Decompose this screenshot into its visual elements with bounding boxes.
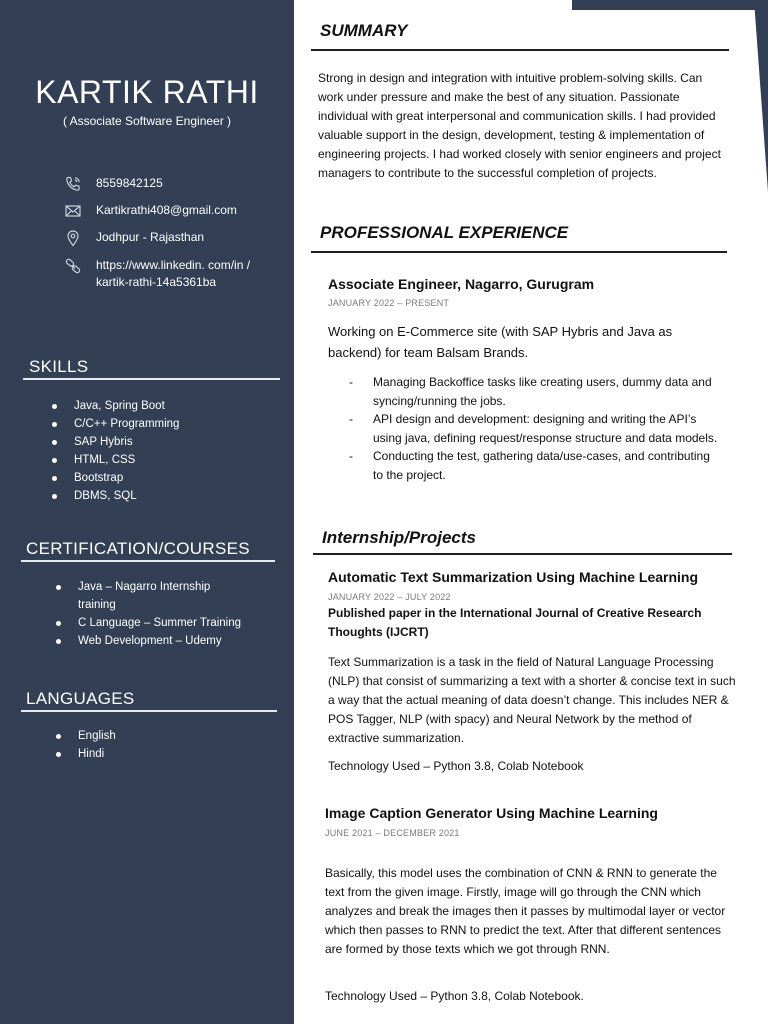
map-pin-icon — [64, 229, 82, 247]
skill-item: DBMS, SQL — [52, 487, 179, 505]
linkedin-url[interactable]: https://www.linkedin. com/in /kartik-rathi-14a5361ba — [96, 258, 251, 289]
skill-item: SAP Hybris — [52, 433, 179, 451]
project-description: Basically, this model uses the combination of CNN & RNN to generate the text from the given image. Firstly, image will go through the CNN which analyzes and break the images then it passes by multimodal layer or vector which then passes to RNN to predict the text. After that different sentences are formed by those texts which we got through RNN. — [325, 866, 726, 956]
certification-item: C Language – Summer Training — [56, 614, 246, 632]
phone-icon — [64, 175, 82, 193]
experience-divider — [311, 251, 727, 253]
project-date: JANUARY 2022 – JULY 2022 — [328, 592, 451, 602]
project-tech: Technology Used – Python 3.8, Colab Notebook. — [325, 989, 584, 1003]
job-title: Associate Engineer, Nagarro, Gurugram — [328, 276, 595, 292]
project-tech: Technology Used – Python 3.8, Colab Notebook — [328, 759, 584, 773]
skills-heading: SKILLS — [29, 357, 89, 376]
project-title: Automatic Text Summarization Using Machine Learning — [328, 569, 699, 585]
project-description: Text Summarization is a task in the field of Natural Language Processing (NLP) that consist of summarizing a text with a shorter & concise text in such a way that the actual meaning of data doesn’t change. This includes NER & POS Tagger, NLP (with spacy) and Neural Network by the method of extractive summarization. — [328, 655, 736, 745]
project-title: Image Caption Generator Using Machine Learning — [325, 805, 658, 821]
sidebar — [0, 0, 294, 1024]
project-date: JUNE 2021 – DECEMBER 2021 — [325, 828, 460, 838]
skills-divider — [23, 378, 280, 380]
summary-heading: SUMMARY — [320, 21, 408, 40]
certifications-heading: CERTIFICATION/COURSES — [26, 539, 250, 558]
language-item: English — [56, 727, 116, 745]
candidate-name: KARTIK RATHI — [35, 74, 259, 110]
project-highlight: Published paper in the International Journal of Creative Research Thoughts (IJCRT) — [328, 606, 702, 639]
certifications-divider — [21, 560, 275, 562]
languages-list — [56, 727, 116, 763]
email-address[interactable]: Kartikrathi408@gmail.com — [96, 203, 237, 217]
corner-decoration-band — [572, 0, 768, 10]
location-text: Jodhpur - Rajasthan — [96, 230, 205, 244]
projects-divider — [313, 553, 732, 555]
responsibility-item: - Managing Backoffice tasks like creating users, dummy data and syncing/running the jobs. — [349, 373, 719, 410]
languages-heading: LANGUAGES — [26, 689, 135, 708]
contact-location — [64, 229, 204, 249]
skill-item: C/C++ Programming — [52, 415, 179, 433]
job-responsibilities — [349, 373, 719, 484]
responsibility-item: - Conducting the test, gathering data/use-cases, and contributing to the project. — [349, 447, 719, 484]
language-item: Hindi — [56, 745, 116, 763]
job-date: JANUARY 2022 – PRESENT — [328, 298, 450, 308]
projects-heading: Internship/Projects — [322, 528, 476, 547]
phone-number: 8559842125 — [96, 176, 163, 190]
envelope-icon — [64, 202, 82, 220]
contact-phone — [64, 175, 163, 195]
job-summary: Working on E-Commerce site (with SAP Hybris and Java as backend) for team Balsam Brands. — [328, 324, 673, 360]
certification-item: Java – Nagarro Internship training — [56, 578, 246, 614]
certifications-list — [56, 578, 246, 650]
summary-text: Strong in design and integration with intuitive problem-solving skills. Can work under pressure and make the best of any situation. Passionate individual with great interpersonal and communication skills. I had provided valuable support in the design, development, testing & implementation of engineering projects. I had worked closely with senior engineers and project managers to contribute to the successful completion of projects. — [318, 71, 721, 180]
link-icon — [64, 257, 82, 275]
skill-item: Java, Spring Boot — [52, 397, 179, 415]
contact-linkedin — [64, 257, 256, 289]
skill-item: HTML, CSS — [52, 451, 179, 469]
corner-decoration-triangle — [754, 0, 768, 192]
candidate-role: ( Associate Software Engineer ) — [62, 114, 232, 128]
experience-heading: PROFESSIONAL EXPERIENCE — [320, 223, 569, 242]
skill-item: Bootstrap — [52, 469, 179, 487]
summary-divider — [311, 49, 729, 51]
responsibility-item: - API design and development: designing and writing the API’s using java, defining request/response structure and data models. — [349, 410, 719, 447]
contact-email — [64, 202, 237, 222]
languages-divider — [21, 710, 277, 712]
skills-list — [52, 397, 179, 505]
certification-item: Web Development – Udemy — [56, 632, 246, 650]
